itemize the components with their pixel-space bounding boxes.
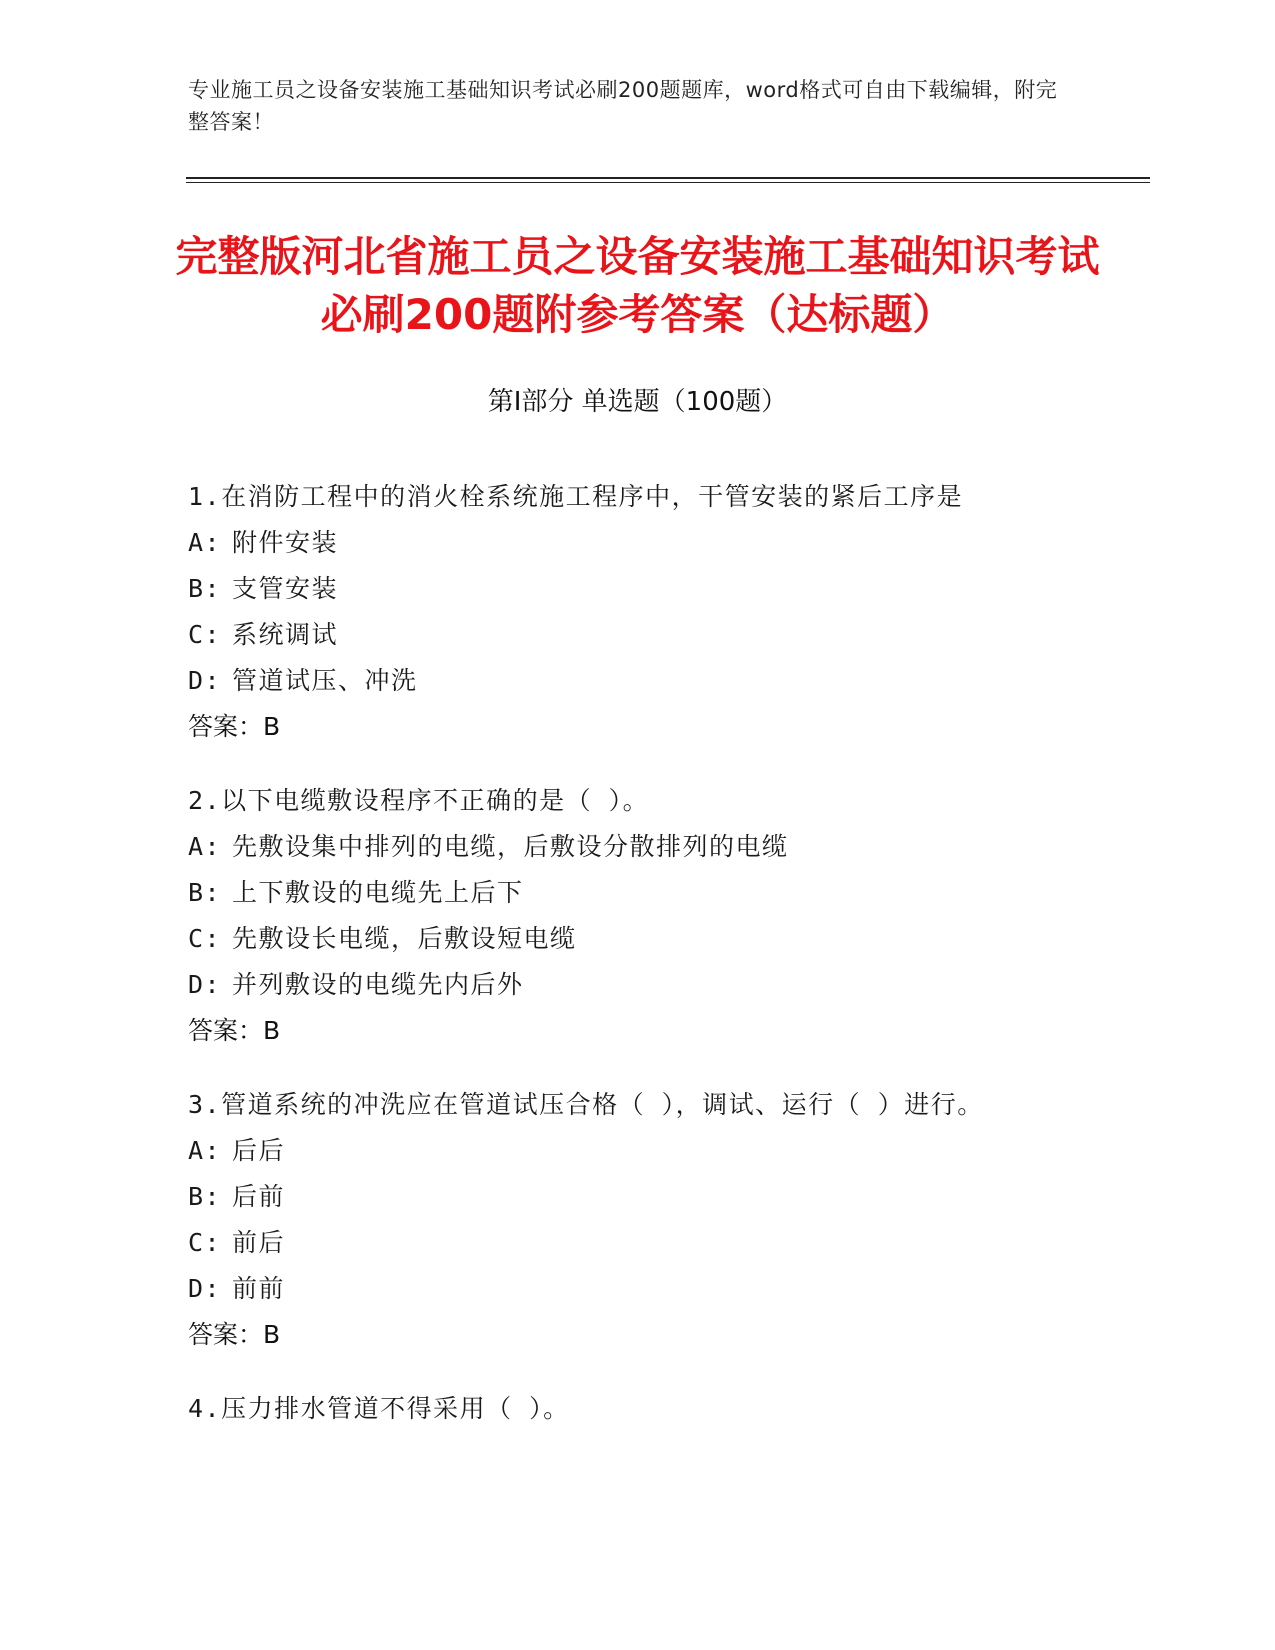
option-a bbox=[188, 824, 1138, 870]
option-b bbox=[188, 870, 1138, 916]
question-stem bbox=[188, 1082, 1138, 1128]
option-text: 支管安装 bbox=[232, 574, 339, 603]
option-b bbox=[188, 1174, 1138, 1220]
question-number: 1. bbox=[188, 482, 222, 511]
option-text: 先敷设长电缆，后敷设短电缆 bbox=[232, 924, 577, 953]
option-key: C: bbox=[188, 620, 222, 649]
answer-value: B bbox=[263, 712, 281, 741]
question-number: 4. bbox=[188, 1394, 222, 1423]
question-item bbox=[188, 778, 1138, 1054]
question-stem bbox=[188, 1386, 1138, 1432]
question-list bbox=[188, 474, 1138, 1460]
option-a bbox=[188, 520, 1138, 566]
option-text: 后后 bbox=[232, 1136, 286, 1165]
question-number: 3. bbox=[188, 1090, 222, 1119]
answer-line bbox=[188, 704, 1138, 750]
option-text: 附件安装 bbox=[232, 528, 339, 557]
option-d bbox=[188, 962, 1138, 1008]
answer-label: 答案： bbox=[188, 1016, 264, 1045]
option-key: A: bbox=[188, 528, 222, 557]
option-key: C: bbox=[188, 924, 222, 953]
option-text: 并列敷设的电缆先内后外 bbox=[232, 970, 524, 999]
option-a bbox=[188, 1128, 1138, 1174]
option-key: B: bbox=[188, 574, 222, 603]
question-item bbox=[188, 1082, 1138, 1358]
option-key: D: bbox=[188, 666, 222, 695]
option-key: A: bbox=[188, 1136, 222, 1165]
option-c bbox=[188, 1220, 1138, 1266]
option-key: D: bbox=[188, 970, 222, 999]
question-number: 2. bbox=[188, 786, 222, 815]
question-text: 压力排水管道不得采用（ ）。 bbox=[221, 1394, 570, 1423]
question-item bbox=[188, 474, 1138, 750]
option-b bbox=[188, 566, 1138, 612]
option-key: B: bbox=[188, 1182, 222, 1211]
option-text: 前前 bbox=[232, 1274, 286, 1303]
answer-line bbox=[188, 1008, 1138, 1054]
question-stem bbox=[188, 778, 1138, 824]
question-text: 以下电缆敷设程序不正确的是（ ）。 bbox=[221, 786, 650, 815]
question-text: 在消防工程中的消火栓系统施工程序中，干管安装的紧后工序是 bbox=[221, 482, 964, 511]
answer-value: B bbox=[263, 1016, 281, 1045]
document-title: 完整版河北省施工员之设备安装施工基础知识考试必刷200题附参考答案（达标题） bbox=[175, 232, 1100, 339]
question-stem bbox=[188, 474, 1138, 520]
option-text: 上下敷设的电缆先上后下 bbox=[232, 878, 524, 907]
question-item bbox=[188, 1386, 1138, 1432]
option-c bbox=[188, 916, 1138, 962]
option-key: C: bbox=[188, 1228, 222, 1257]
option-text: 系统调试 bbox=[232, 620, 339, 649]
option-d bbox=[188, 1266, 1138, 1312]
option-text: 后前 bbox=[232, 1182, 286, 1211]
option-key: A: bbox=[188, 832, 222, 861]
option-text: 前后 bbox=[232, 1228, 286, 1257]
answer-label: 答案： bbox=[188, 712, 264, 741]
question-text: 管道系统的冲洗应在管道试压合格（ ），调试、运行（ ）进行。 bbox=[221, 1090, 984, 1119]
option-text: 管道试压、冲洗 bbox=[232, 666, 418, 695]
option-text: 先敷设集中排列的电缆，后敷设分散排列的电缆 bbox=[232, 832, 789, 861]
answer-label: 答案： bbox=[188, 1320, 264, 1349]
answer-line bbox=[188, 1312, 1138, 1358]
header-note: 专业施工员之设备安装施工基础知识考试必刷200题题库，word格式可自由下载编辑，附完整答案！ bbox=[188, 78, 1058, 134]
option-key: B: bbox=[188, 878, 222, 907]
answer-value: B bbox=[263, 1320, 281, 1349]
option-key: D: bbox=[188, 1274, 222, 1303]
option-c bbox=[188, 612, 1138, 658]
header-divider bbox=[186, 177, 1150, 183]
option-d bbox=[188, 658, 1138, 704]
section-heading: 第Ⅰ部分 单选题（100题） bbox=[487, 387, 788, 417]
